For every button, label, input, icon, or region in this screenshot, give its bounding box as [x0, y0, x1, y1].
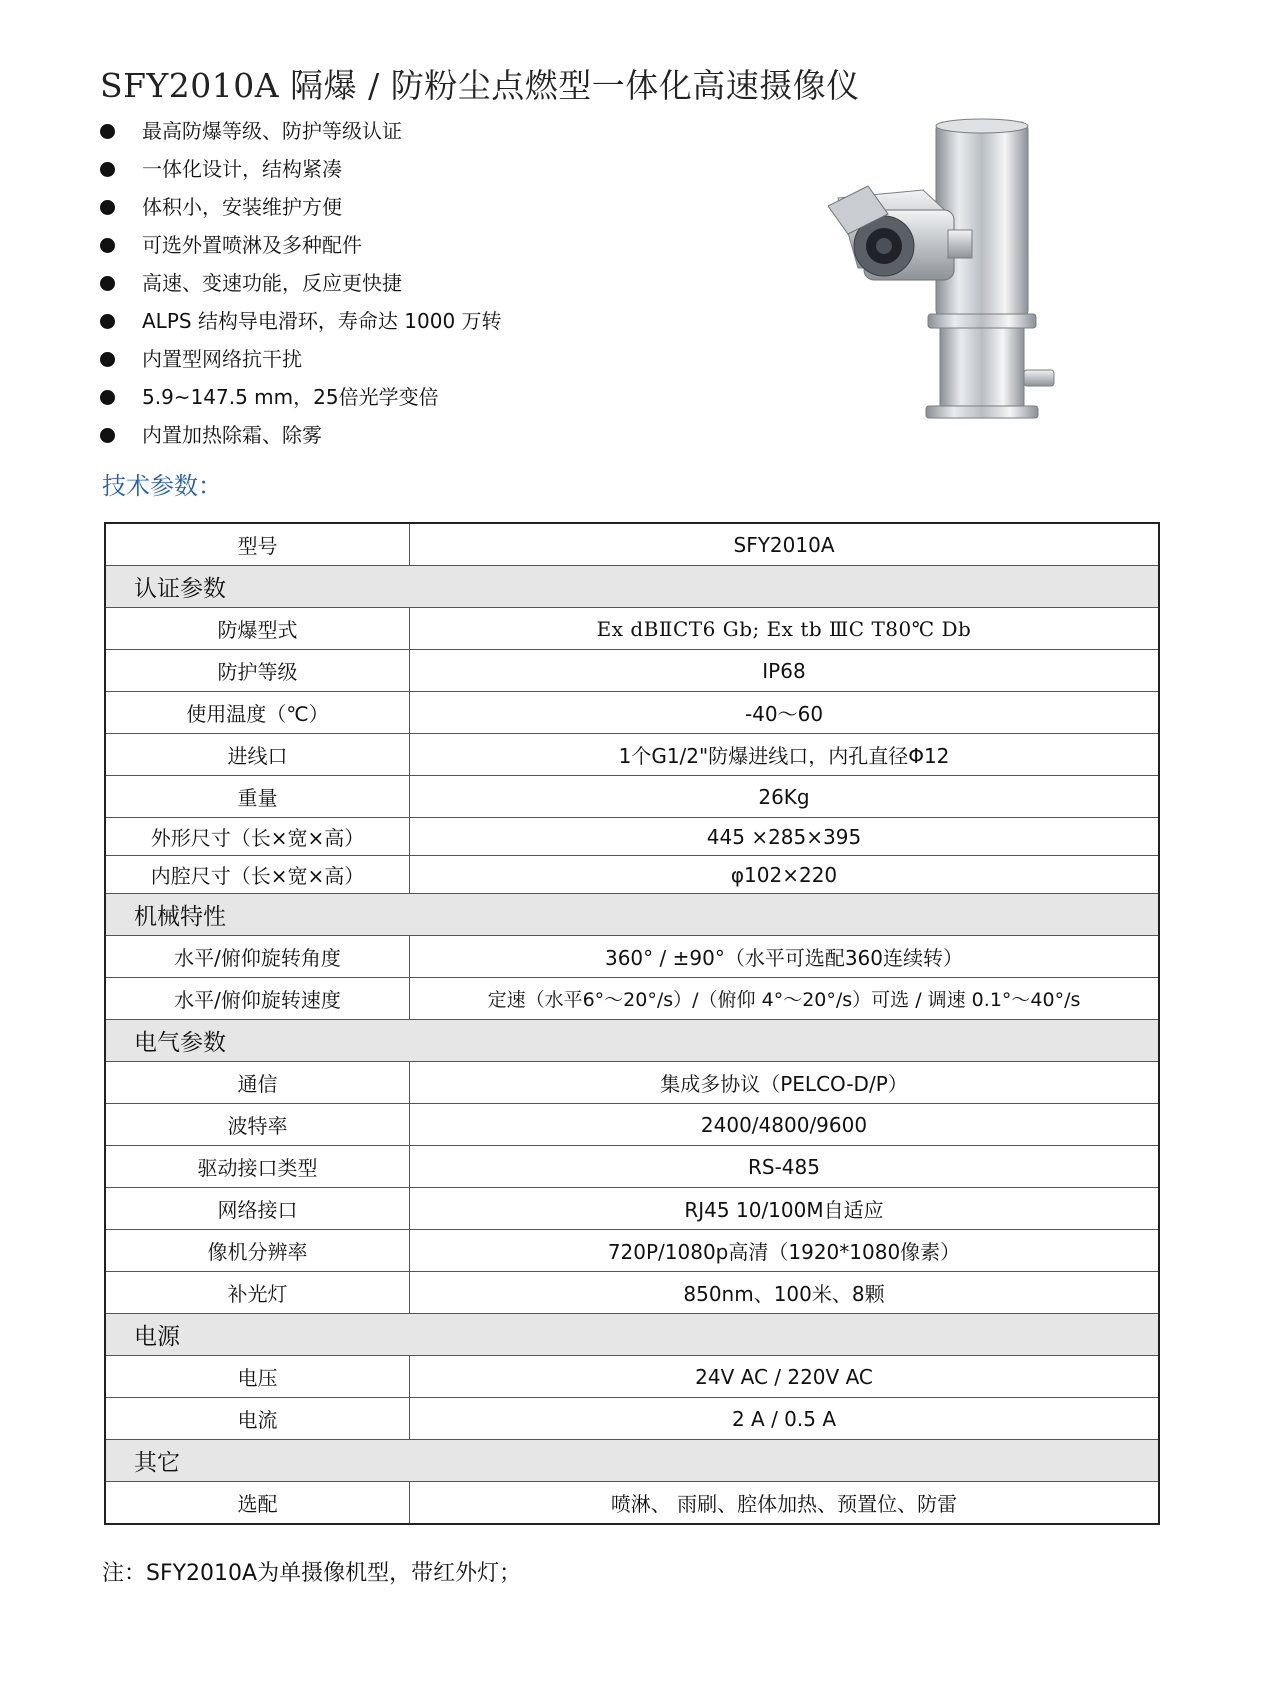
- bullet-icon: [100, 314, 115, 329]
- feature-item: 内置加热除霜、除雾: [100, 416, 502, 454]
- feature-item: ALPS 结构导电滑环，寿命达 1000 万转: [100, 302, 502, 340]
- table-row: 水平/俯仰旋转角度 360° / ±90°（水平可选配360连续转）: [105, 936, 1159, 978]
- feature-item: 内置型网络抗干扰: [100, 340, 502, 378]
- section-row: 电气参数: [105, 1020, 1159, 1062]
- footnote: 注：SFY2010A为单摄像机型，带红外灯；: [102, 1561, 522, 1586]
- bullet-icon: [100, 428, 115, 443]
- bullet-icon: [100, 238, 115, 253]
- table-row: 驱动接口类型 RS-485: [105, 1146, 1159, 1188]
- feature-item: 5.9~147.5 mm，25倍光学变倍: [100, 378, 502, 416]
- spec-table: [104, 522, 1160, 1525]
- table-row: 补光灯 850nm、100米、8颗: [105, 1272, 1159, 1314]
- bullet-icon: [100, 200, 115, 215]
- table-row: 进线口 1个G1/2"防爆进线口，内孔直径Φ12: [105, 734, 1159, 776]
- table-row: 内腔尺寸（长×宽×高） φ102×220: [105, 856, 1159, 894]
- bullet-icon: [100, 276, 115, 291]
- table-row: 水平/俯仰旋转速度 定速（水平6°～20°/s）/（俯仰 4°～20°/s）可选 / 调速 0.1°～40°/s: [105, 978, 1159, 1020]
- section-row: 其它: [105, 1440, 1159, 1482]
- feature-item: 体积小，安装维护方便: [100, 188, 502, 226]
- page-title: SFY2010A 隔爆 / 防粉尘点燃型一体化高速摄像仪: [100, 66, 860, 105]
- table-cell-value: SFY2010A: [410, 523, 1160, 566]
- section-row: 机械特性: [105, 894, 1159, 936]
- feature-item: 一体化设计，结构紧凑: [100, 150, 502, 188]
- table-row: 防护等级 IP68: [105, 650, 1159, 692]
- section-row: 认证参数: [105, 566, 1159, 608]
- feature-item: 可选外置喷淋及多种配件: [100, 226, 502, 264]
- feature-list: [100, 112, 502, 454]
- feature-item: 最高防爆等级、防护等级认证: [100, 112, 502, 150]
- feature-item: 高速、变速功能，反应更快捷: [100, 264, 502, 302]
- table-row: 电流 2 A / 0.5 A: [105, 1398, 1159, 1440]
- table-cell-key: 型号: [105, 523, 410, 566]
- table-row: 外形尺寸（长×宽×高） 445 ×285×395: [105, 818, 1159, 856]
- section-label: 技术参数：: [102, 472, 222, 500]
- table-row: 电压 24V AC / 220V AC: [105, 1356, 1159, 1398]
- bullet-icon: [100, 162, 115, 177]
- camera-product-image: [828, 118, 1128, 444]
- table-row: 通信 集成多协议（PELCO-D/P）: [105, 1062, 1159, 1104]
- table-row: 防爆型式 Ex dBⅡCT6 Gb; Ex tb ⅢC T80℃ Db: [105, 608, 1159, 650]
- bullet-icon: [100, 124, 115, 139]
- bullet-icon: [100, 352, 115, 367]
- table-row: 网络接口 RJ45 10/100M自适应: [105, 1188, 1159, 1230]
- table-row: 重量 26Kg: [105, 776, 1159, 818]
- table-row: 使用温度（℃） -40～60: [105, 692, 1159, 734]
- section-row: 电源: [105, 1314, 1159, 1356]
- table-header-row: [105, 523, 1159, 566]
- bullet-icon: [100, 390, 115, 405]
- table-row: 像机分辨率 720P/1080p高清（1920*1080像素）: [105, 1230, 1159, 1272]
- table-row: 选配 喷淋、 雨刷、腔体加热、预置位、防雷: [105, 1482, 1159, 1525]
- table-row: 波特率 2400/4800/9600: [105, 1104, 1159, 1146]
